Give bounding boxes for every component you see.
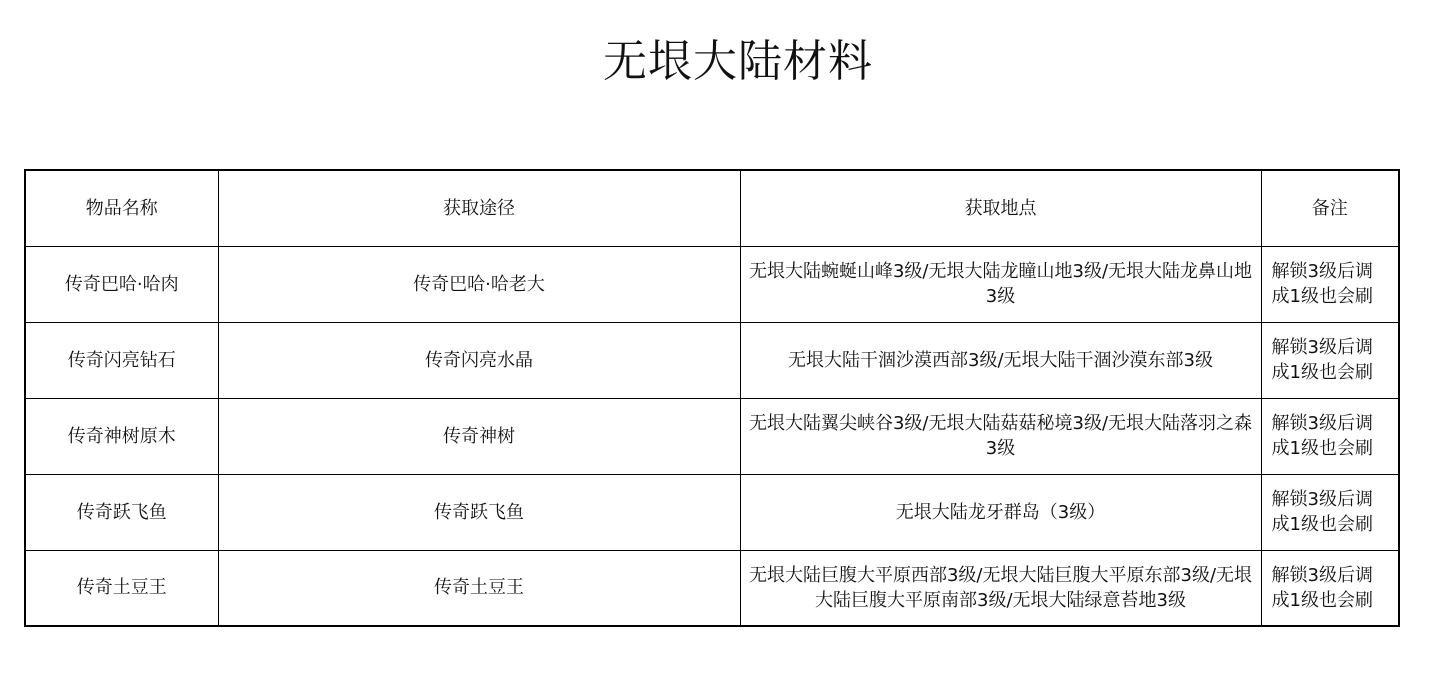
cell-note: 解锁3级后调成1级也会刷 bbox=[1261, 550, 1399, 626]
cell-location: 无垠大陆龙牙群岛（3级） bbox=[740, 474, 1261, 550]
cell-location: 无垠大陆巨腹大平原西部3级/无垠大陆巨腹大平原东部3级/无垠大陆巨腹大平原南部3级/无垠大陆绿意苔地3级 bbox=[740, 550, 1261, 626]
table-row bbox=[25, 398, 1399, 474]
cell-source: 传奇跃飞鱼 bbox=[218, 474, 740, 550]
cell-item-name: 传奇跃飞鱼 bbox=[25, 474, 218, 550]
cell-item-name: 传奇神树原木 bbox=[25, 398, 218, 474]
cell-item-name: 传奇闪亮钻石 bbox=[25, 322, 218, 398]
header-note: 备注 bbox=[1261, 170, 1399, 246]
materials-table bbox=[24, 169, 1400, 627]
cell-source: 传奇闪亮水晶 bbox=[218, 322, 740, 398]
cell-source: 传奇神树 bbox=[218, 398, 740, 474]
cell-note: 解锁3级后调成1级也会刷 bbox=[1261, 474, 1399, 550]
table-row bbox=[25, 550, 1399, 626]
header-location: 获取地点 bbox=[740, 170, 1261, 246]
cell-item-name: 传奇巴哈·哈肉 bbox=[25, 246, 218, 322]
cell-source: 传奇土豆王 bbox=[218, 550, 740, 626]
table-row bbox=[25, 474, 1399, 550]
cell-note: 解锁3级后调成1级也会刷 bbox=[1261, 246, 1399, 322]
table-header-row bbox=[25, 170, 1399, 246]
cell-location: 无垠大陆翼尖峡谷3级/无垠大陆菇菇秘境3级/无垠大陆落羽之森3级 bbox=[740, 398, 1261, 474]
header-source: 获取途径 bbox=[218, 170, 740, 246]
cell-location: 无垠大陆蜿蜒山峰3级/无垠大陆龙瞳山地3级/无垠大陆龙鼻山地3级 bbox=[740, 246, 1261, 322]
table-row bbox=[25, 322, 1399, 398]
cell-note: 解锁3级后调成1级也会刷 bbox=[1261, 398, 1399, 474]
materials-table-container bbox=[24, 169, 1398, 627]
page-title: 无垠大陆材料 bbox=[603, 36, 873, 87]
cell-item-name: 传奇土豆王 bbox=[25, 550, 218, 626]
cell-location: 无垠大陆干涸沙漠西部3级/无垠大陆干涸沙漠东部3级 bbox=[740, 322, 1261, 398]
header-item-name: 物品名称 bbox=[25, 170, 218, 246]
table-row bbox=[25, 246, 1399, 322]
cell-source: 传奇巴哈·哈老大 bbox=[218, 246, 740, 322]
cell-note: 解锁3级后调成1级也会刷 bbox=[1261, 322, 1399, 398]
